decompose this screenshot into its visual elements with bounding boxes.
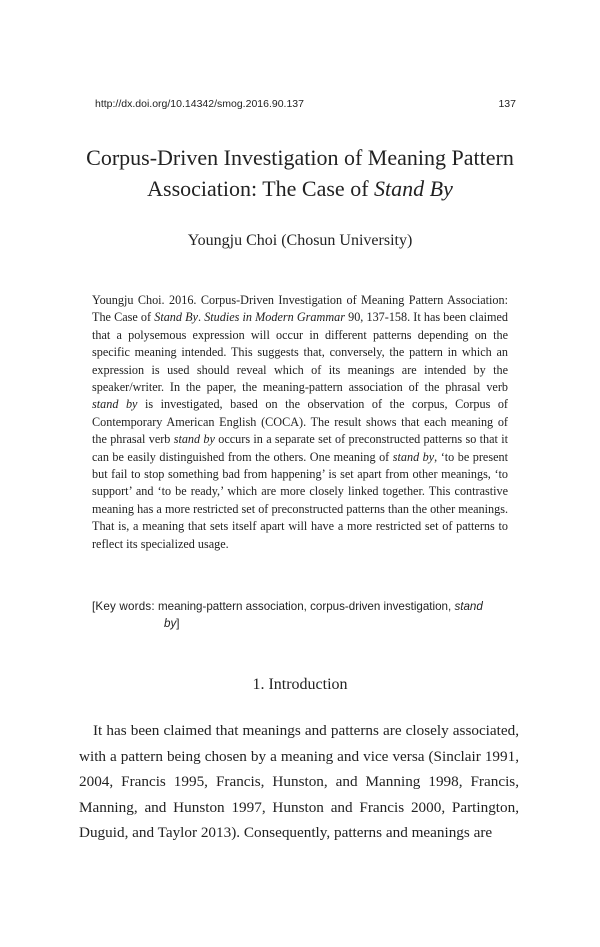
doi-header: http://dx.doi.org/10.14342/smog.2016.90.137	[95, 98, 304, 110]
keywords	[92, 598, 508, 632]
abstract-text: occurs in a separate set of preconstructed patterns so that it can be easily distinguished from the others. One meaning of	[92, 432, 508, 464]
title-line-2-prefix: Association: The Case of	[147, 176, 375, 201]
keywords-label: [Key words:	[92, 600, 155, 613]
abstract-italic: stand by	[392, 449, 435, 464]
abstract-paragraph	[92, 292, 508, 553]
title-line-1: Corpus-Driven Investigation of Meaning Pattern	[86, 145, 514, 170]
paper-title	[60, 142, 540, 204]
abstract-text: .	[197, 310, 205, 325]
body-text	[79, 718, 519, 846]
journal-name: Studies in Modern Grammar	[204, 310, 345, 325]
abstract-italic: stand by	[173, 432, 215, 447]
abstract	[92, 292, 508, 553]
body-paragraph: It has been claimed that meanings and patterns are closely associated, with a pattern being chosen by a meaning and vice versa (Sinclair 1991, 2004, Francis 1995, Francis, Hunston, and Manning 1998, Francis, Manning, and Hunston 1997, Hunston and Francis 2000, Partington, Duguid, and Taylor 2013). Consequently, patterns and meanings are	[79, 722, 519, 841]
keywords-line-2	[92, 615, 508, 632]
abstract-italic: stand by	[92, 397, 138, 412]
keywords-line-1	[92, 598, 508, 615]
keywords-terms: meaning-pattern association, corpus-driven investigation,	[154, 600, 455, 613]
abstract-text: , ‘to be present but fail to stop something bad from happening’ is set apart from other meanings, ‘to support’ and ‘to be ready,’ which are more closely linked together. This contrastive meaning has a more restricted set of preconstructed patterns than the other meanings. That is, a meaning that sets itself apart will have a more restricted set of patterns to reflect its specialized usage.	[92, 449, 508, 551]
keywords-close: ]	[176, 617, 180, 630]
author-affiliation: Youngju Choi (Chosun University)	[187, 232, 413, 249]
section-heading: 1. Introduction	[252, 676, 348, 693]
title-line-2-italic: Stand By	[374, 176, 453, 201]
abstract-text: 90, 137-158. It has been claimed that a polysemous expression will occur in different patterns depending on the specific meaning intended. This suggests that, conversely, the pattern in which an expression is used should reveal which of its meanings are intended by the speaker/writer. In the paper, the meaning-pattern association of the phrasal verb	[92, 310, 508, 395]
keywords-italic-term: stand	[454, 600, 483, 613]
abstract-italic: Stand By	[154, 310, 198, 325]
abstract-text: is investigated, based on the observation of the corpus, Corpus of Contemporary American English (COCA). The result shows that each meaning of the phrasal verb	[92, 397, 508, 447]
abstract-text: Youngju Choi. 2016. Corpus-Driven Investigation of Meaning Pattern Association: The Case of	[92, 293, 508, 325]
page-number: 137	[498, 98, 516, 110]
keywords-italic-term: by	[164, 617, 177, 630]
